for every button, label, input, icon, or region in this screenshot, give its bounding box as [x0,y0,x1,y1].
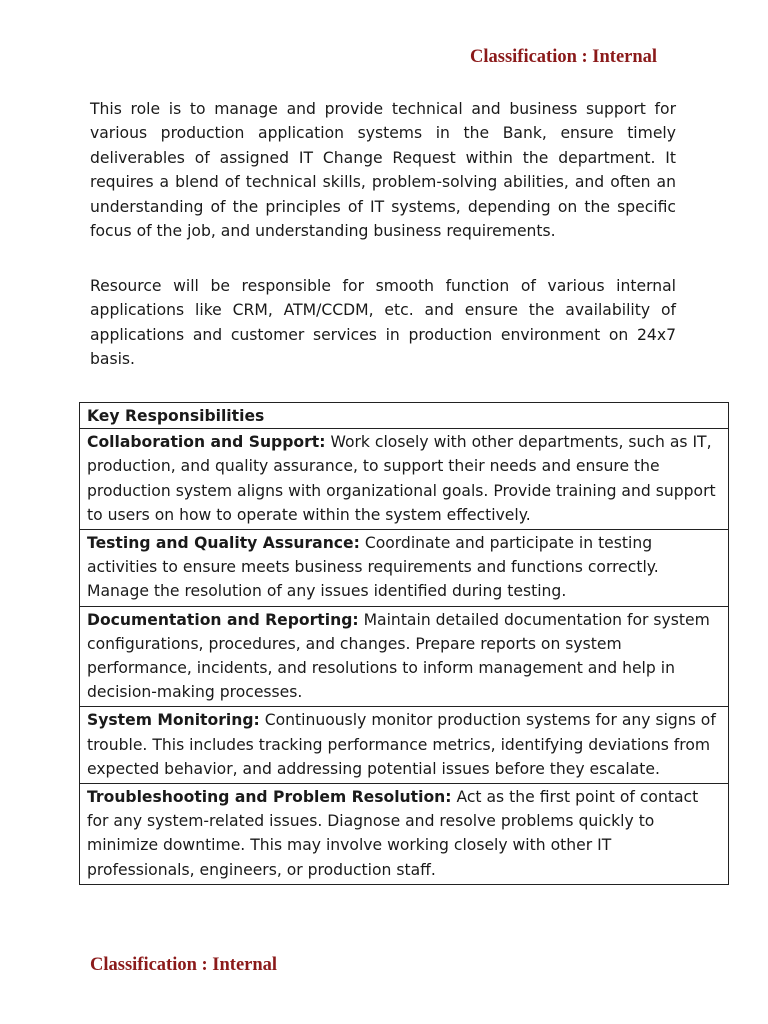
intro-paragraph-role: This role is to manage and provide technical and business support for various production application systems in the Bank, ensure timely deliverables of assigned IT Change Request within the department. It requires a blend of technical skills, problem-solving abilities, and often an understanding of the principles of IT systems, depending on the specific focus of the job, and understanding business requirements. [90,100,676,241]
responsibility-title: Documentation and Reporting: [87,610,359,629]
table-header-row [80,403,729,429]
key-responsibilities-table [79,402,729,885]
classification-footer: Classification : Internal [90,955,278,975]
table-row [80,429,729,530]
classification-header: Classification : Internal [470,47,658,67]
key-responsibilities-heading: Key Responsibilities [80,403,729,429]
responsibility-title: System Monitoring: [87,711,260,730]
responsibility-title: Testing and Quality Assurance: [87,534,360,553]
responsibility-title: Troubleshooting and Problem Resolution: [87,788,452,807]
responsibility-text: Continuously monitor production systems for any signs of trouble. This includes tracking performance metrics, identifying deviations from expected behavior, and addressing potential issues before they escalate. [87,711,716,778]
responsibility-text: Maintain detailed documentation for system configurations, procedures, and changes. Prepare reports on system performance, incidents, and resolutions to inform management and help in decision-making processes. [87,610,710,702]
responsibility-monitoring [80,707,729,784]
responsibility-text: Coordinate and participate in testing activities to ensure meets business requirements and functions correctly. Manage the resolution of any issues identified during testing. [87,534,659,601]
table-row [80,606,729,707]
responsibility-text: Act as the first point of contact for any system-related issues. Diagnose and resolve problems quickly to minimize downtime. This may involve working closely with other IT professionals, engineers, or production staff. [87,788,699,879]
table-row [80,707,729,784]
table-row [80,530,729,607]
responsibility-collaboration [80,429,729,530]
responsibility-testing [80,530,729,607]
responsibility-title: Collaboration and Support: [87,433,326,452]
responsibility-documentation [80,606,729,707]
responsibility-text: Work closely with other departments, such as IT, production, and quality assurance, to support their needs and ensure the production system aligns with organizational goals. Provide training and support to users on how to operate within the system effectively. [87,433,716,524]
responsibility-troubleshooting [80,784,729,885]
table-row [80,784,729,885]
intro-paragraph-resource: Resource will be responsible for smooth function of various internal applications like CRM, ATM/CCDM, etc. and ensure the availability of applications and customer services in production environment on 24x7 basis. [90,277,676,369]
